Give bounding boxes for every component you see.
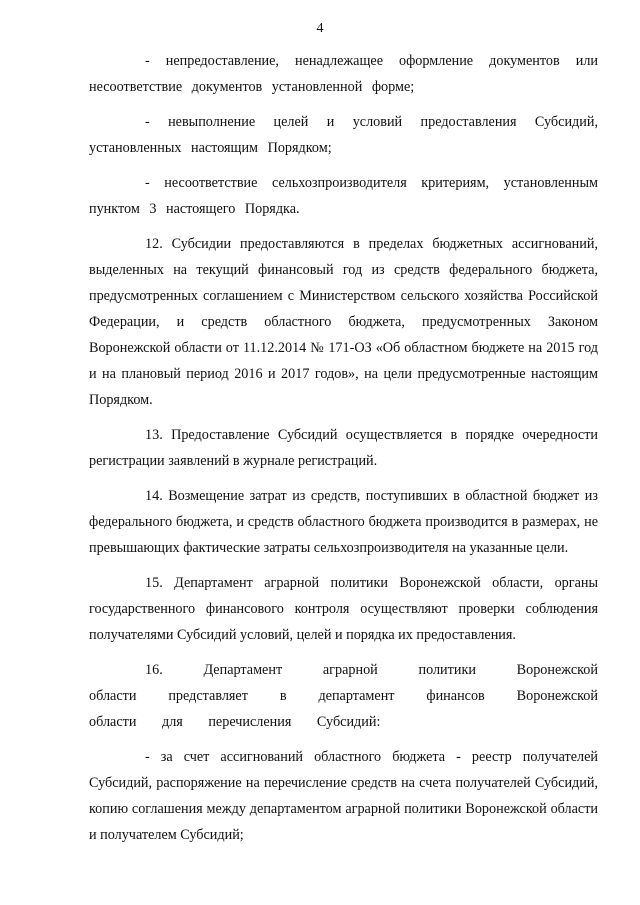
document-body	[89, 48, 598, 857]
page-number: 4	[316, 21, 324, 36]
paragraph-14: 14. Возмещение затрат из средств, поступивших в областной бюджет из федерального бюджета, и средств областного бюджета производится в размерах, не превышающих фактические затраты сельхозпроизводителя на указанные цели.	[89, 488, 598, 556]
paragraph-13: 13. Предоставление Субсидий осуществляется в порядке очередности регистрации заявлений в журнале регистраций.	[89, 427, 598, 469]
paragraph-12: 12. Субсидии предоставляются в пределах бюджетных ассигнований, выделенных на текущий финансовый год из средств федерального бюджета, предусмотренных соглашением с Министерством сельского хозяйства Российской Федерации, и средств областного бюджета, предусмотренных Законом Воронежской области от 11.12.2014 № 171-ОЗ «Об областном бюджете на 2015 год и на плановый период 2016 и 2017 годов», на цели предусмотренные настоящим Порядком.	[89, 236, 598, 408]
paragraph-grounds-1: - непредоставление, ненадлежащее оформление документов или несоответствие документов установленной форме;	[89, 53, 598, 95]
paragraph-grounds-3: - несоответствие сельхозпроизводителя критериям, установленным пунктом 3 настоящего Порядка.	[89, 175, 598, 217]
paragraph-grounds-2: - невыполнение целей и условий предоставления Субсидий, установленных настоящим Порядком;	[89, 114, 598, 156]
paragraph-15: 15. Департамент аграрной политики Воронежской области, органы государственного финансового контроля осуществляют проверки соблюдения получателями Субсидий условий, целей и порядка их предоставления.	[89, 575, 598, 643]
paragraph-16-item-1: - за счет ассигнований областного бюджета - реестр получателей Субсидий, распоряжение на перечисление средств на счета получателей Субсидий, копию соглашения между департаментом аграрной политики Воронежской области и получателем Субсидий;	[89, 749, 598, 843]
paragraph-16: 16. Департамент аграрной политики Воронежской области представляет в департамент финансов Воронежской области для перечисления Субсидий:	[89, 662, 598, 730]
